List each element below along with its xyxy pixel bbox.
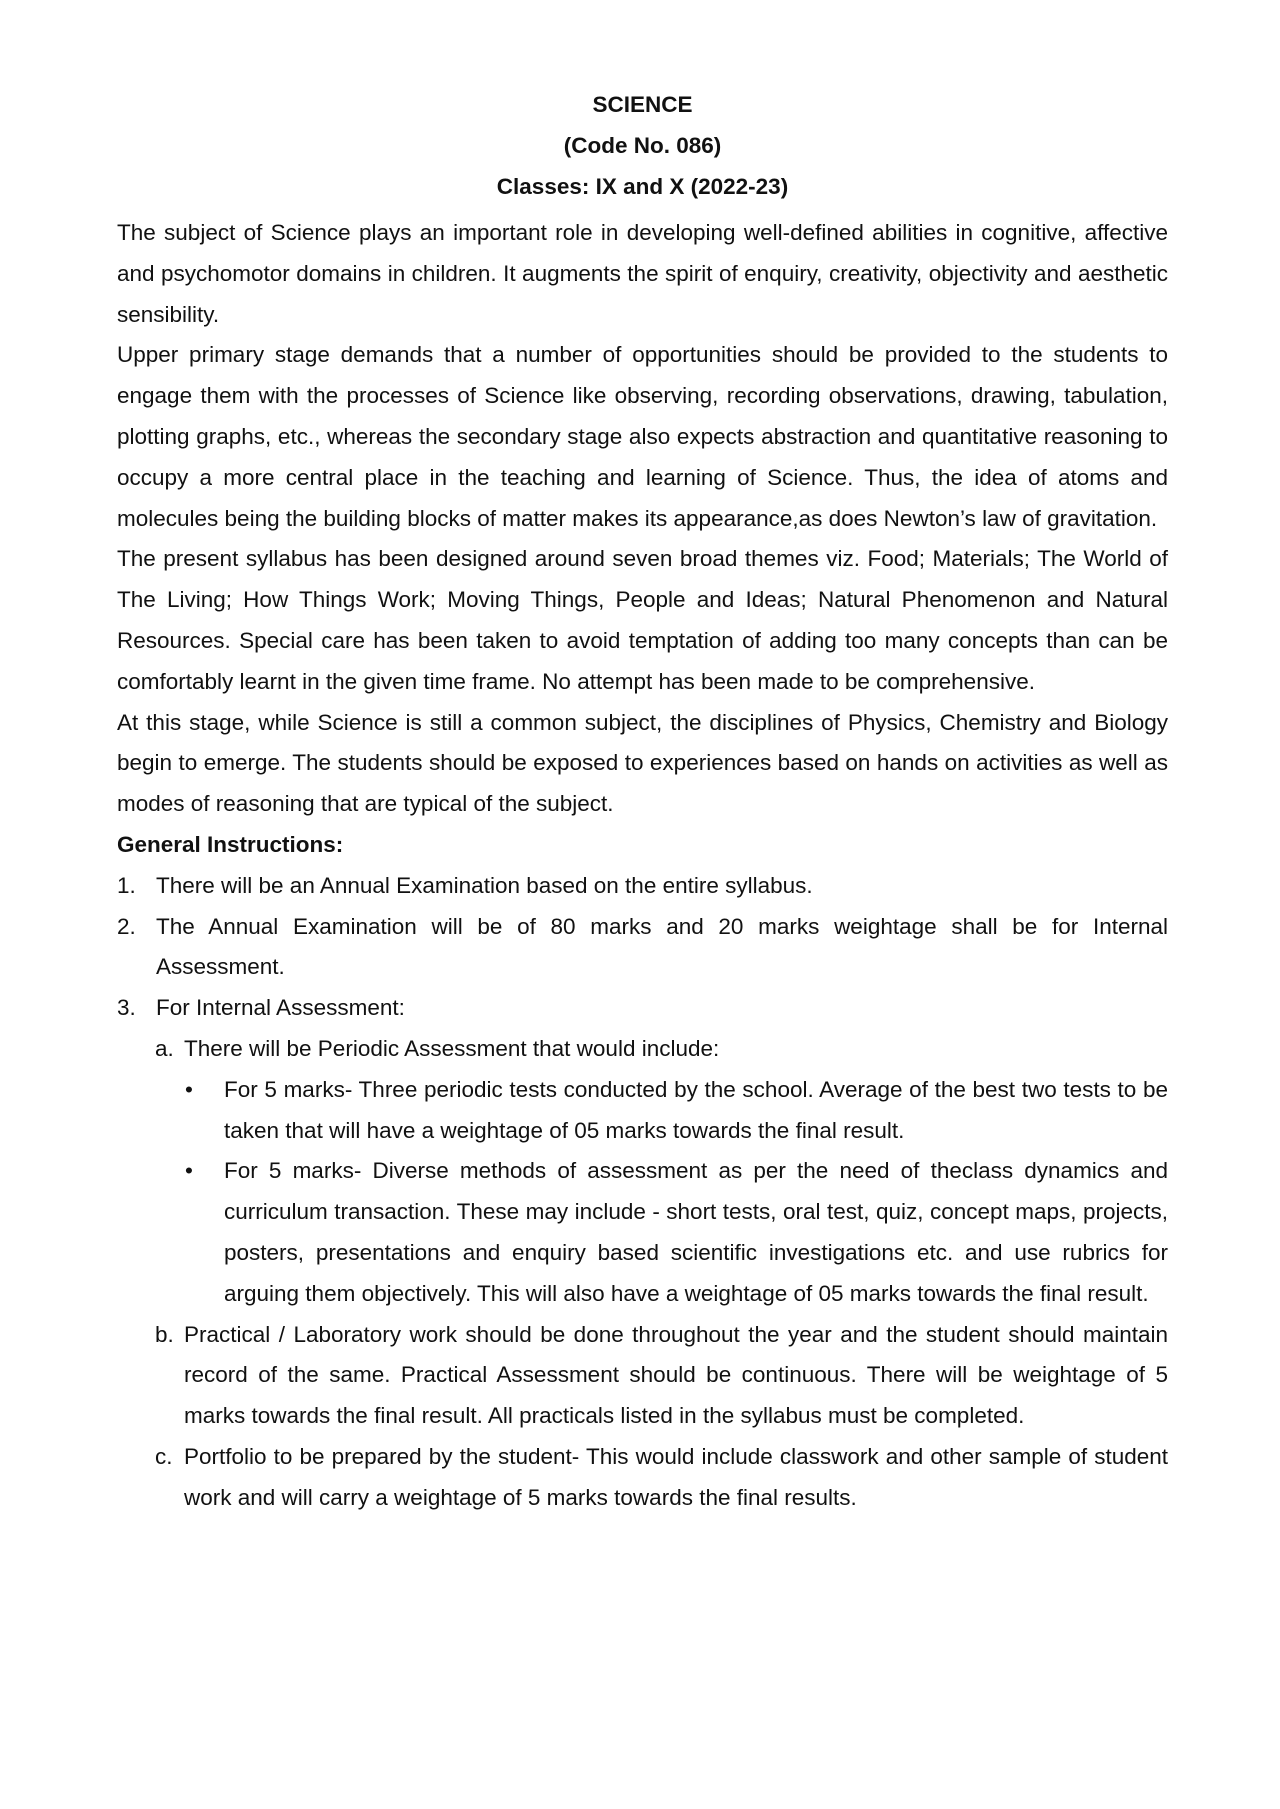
- disciplines-paragraph: At this stage, while Science is still a common subject, the disciplines of Physics, Chemistry and Biology begin to emerge. The students should be exposed to experiences based on hands on activities as well as modes of reasoning that are typical of the subject.: [117, 709, 1168, 817]
- instruction-text: There will be an Annual Examination based on the entire syllabus.: [156, 872, 813, 898]
- sub-item-b: [117, 1315, 1168, 1437]
- bullet-icon: •: [185, 1076, 193, 1102]
- syllabus-themes-paragraph: The present syllabus has been designed around seven broad themes viz. Food; Materials; The World of The Living; How Things Work; Moving Things, People and Ideas; Natural Phenomenon and Natural Resources. Special care has been taken to avoid temptation of adding too many concepts than can be comfortably learnt in the given time frame. No attempt has been made to be comprehensive.: [117, 546, 1168, 694]
- instruction-number: 3.: [117, 995, 136, 1021]
- bullet-item-2: [117, 1151, 1168, 1314]
- sub-item-a: [117, 1029, 1168, 1070]
- sub-item-text: Practical / Laboratory work should be done throughout the year and the student should maintain record of the same. Practical Assessment should be continuous. There will be weightage of 5 marks towards the final result. All practicals listed in the syllabus must be completed.: [184, 1321, 1168, 1429]
- instruction-item-2: [117, 907, 1168, 989]
- bullet-text: For 5 marks- Diverse methods of assessment as per the need of theclass dynamics and curriculum transaction. These may include - short tests, oral test, quiz, concept maps, projects, posters, presentations and enquiry based scientific investigations etc. and use rubrics for arguing them objectively. This will also have a weightage of 05 marks towards the final result.: [224, 1158, 1168, 1306]
- instruction-item-3: [117, 988, 1168, 1029]
- subject-title: SCIENCE: [592, 92, 693, 117]
- instruction-item-1: [117, 866, 1168, 907]
- general-instructions-heading: General Instructions:: [117, 831, 344, 857]
- upper-primary-paragraph: Upper primary stage demands that a number of opportunities should be provided to the students to engage them with the processes of Science like observing, recording observations, drawing, tabulation, plotting graphs, etc., whereas the secondary stage also expects abstraction and quantitative reasoning to occupy a more central place in the teaching and learning of Science. Thus, the idea of atoms and molecules being the building blocks of matter makes its appearance,as does Newton’s law of gravitation.: [117, 342, 1168, 531]
- bullet-item-1: [117, 1070, 1168, 1152]
- sub-item-c: [117, 1437, 1168, 1519]
- intro-paragraph: The subject of Science plays an important role in developing well-defined abilities in cognitive, affective and psychomotor domains in children. It augments the spirit of enquiry, creativity, objectivity and aesthetic sensibility.: [117, 220, 1168, 327]
- sub-item-text: Portfolio to be prepared by the student- This would include classwork and other sample of student work and will carry a weightage of 5 marks towards the final results.: [184, 1443, 1168, 1510]
- header-block: [117, 84, 1168, 207]
- classes-title: Classes: IX and X (2022-23): [496, 174, 789, 199]
- instruction-number: 1.: [117, 872, 136, 898]
- sub-item-letter: c.: [155, 1443, 173, 1469]
- bullet-text: For 5 marks- Three periodic tests conducted by the school. Average of the best two tests to be taken that will have a weightage of 05 marks towards the final result.: [224, 1076, 1168, 1143]
- syllabus-page: [117, 84, 1168, 1519]
- instruction-text: For Internal Assessment:: [156, 995, 405, 1021]
- bullet-icon: •: [185, 1158, 193, 1184]
- sub-item-letter: a.: [155, 1035, 174, 1061]
- sub-item-text: There will be Periodic Assessment that would include:: [184, 1035, 720, 1061]
- instruction-number: 2.: [117, 913, 136, 939]
- instruction-text: The Annual Examination will be of 80 marks and 20 marks weightage shall be for Internal Assessment.: [156, 913, 1168, 980]
- sub-item-letter: b.: [155, 1321, 174, 1347]
- subject-code: (Code No. 086): [563, 133, 722, 158]
